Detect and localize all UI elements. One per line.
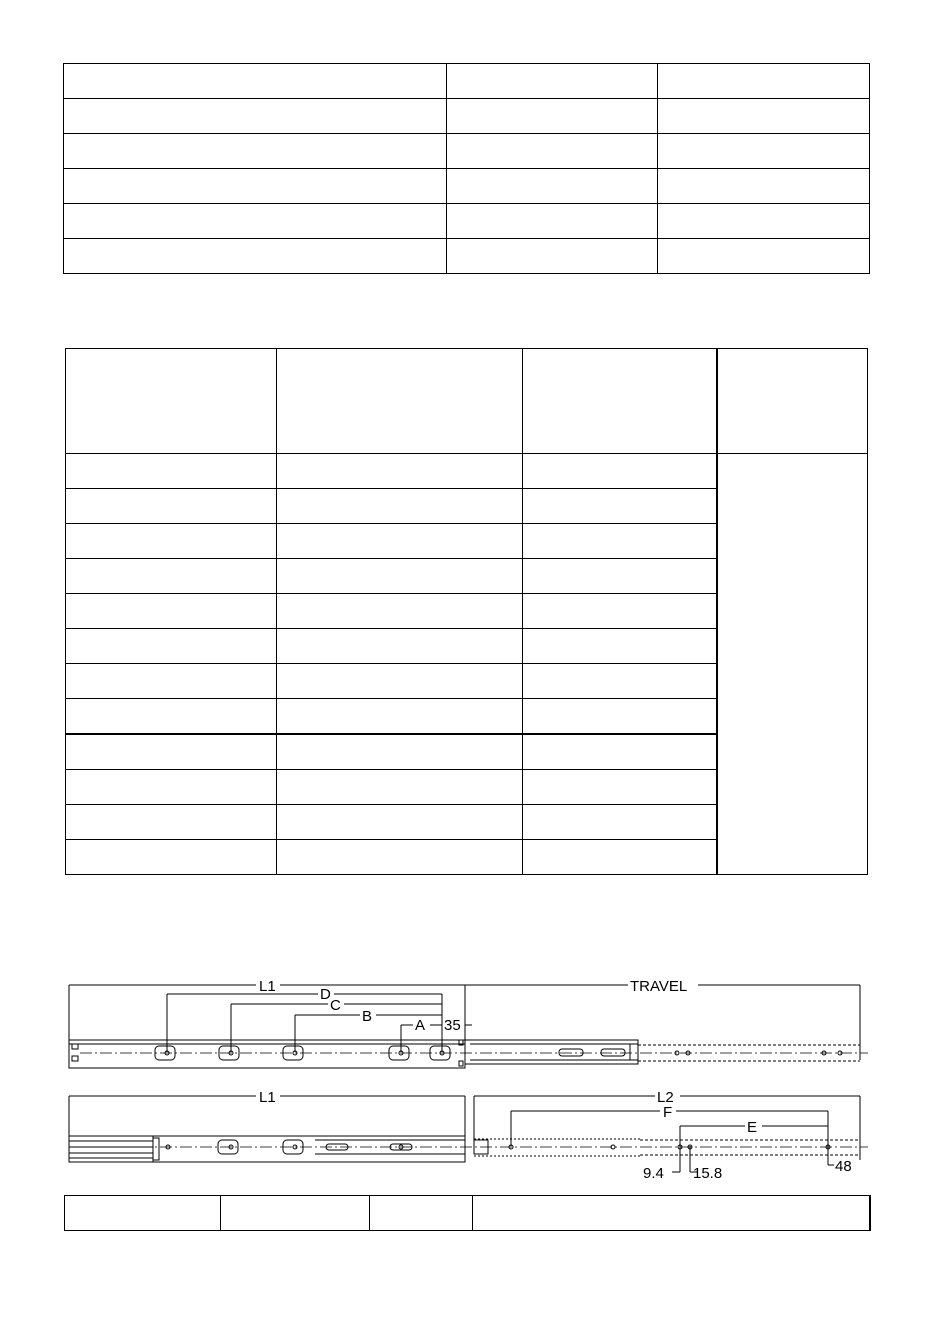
table-row xyxy=(64,64,870,99)
table-row xyxy=(66,454,868,489)
top-spec-table xyxy=(63,63,870,274)
dim-d: D xyxy=(320,986,331,1003)
dim-c: C xyxy=(330,997,341,1014)
table-row xyxy=(64,134,870,169)
dim-15-8: 15.8 xyxy=(693,1165,723,1182)
dim-l1-top: L1 xyxy=(259,978,276,995)
dim-l2: L2 xyxy=(657,1089,674,1106)
merged-cell xyxy=(717,454,868,875)
table-row xyxy=(64,239,870,274)
table-header-row xyxy=(66,349,868,454)
slide-technical-drawing xyxy=(0,960,933,1190)
dim-a: A xyxy=(415,1017,426,1034)
table-row xyxy=(65,1196,870,1231)
dim-b: B xyxy=(362,1008,373,1025)
dim-35: 35 xyxy=(444,1017,461,1034)
dim-9-4: 9.4 xyxy=(643,1165,664,1182)
dim-f: F xyxy=(663,1104,673,1121)
bottom-info-table xyxy=(64,1195,871,1231)
table-row xyxy=(64,99,870,134)
dim-e: E xyxy=(747,1119,758,1136)
table-row xyxy=(64,169,870,204)
size-table xyxy=(65,348,868,875)
dim-travel: TRAVEL xyxy=(630,978,688,995)
dim-48: 48 xyxy=(835,1158,852,1175)
table-row xyxy=(64,204,870,239)
dim-l1-bottom: L1 xyxy=(259,1089,276,1106)
